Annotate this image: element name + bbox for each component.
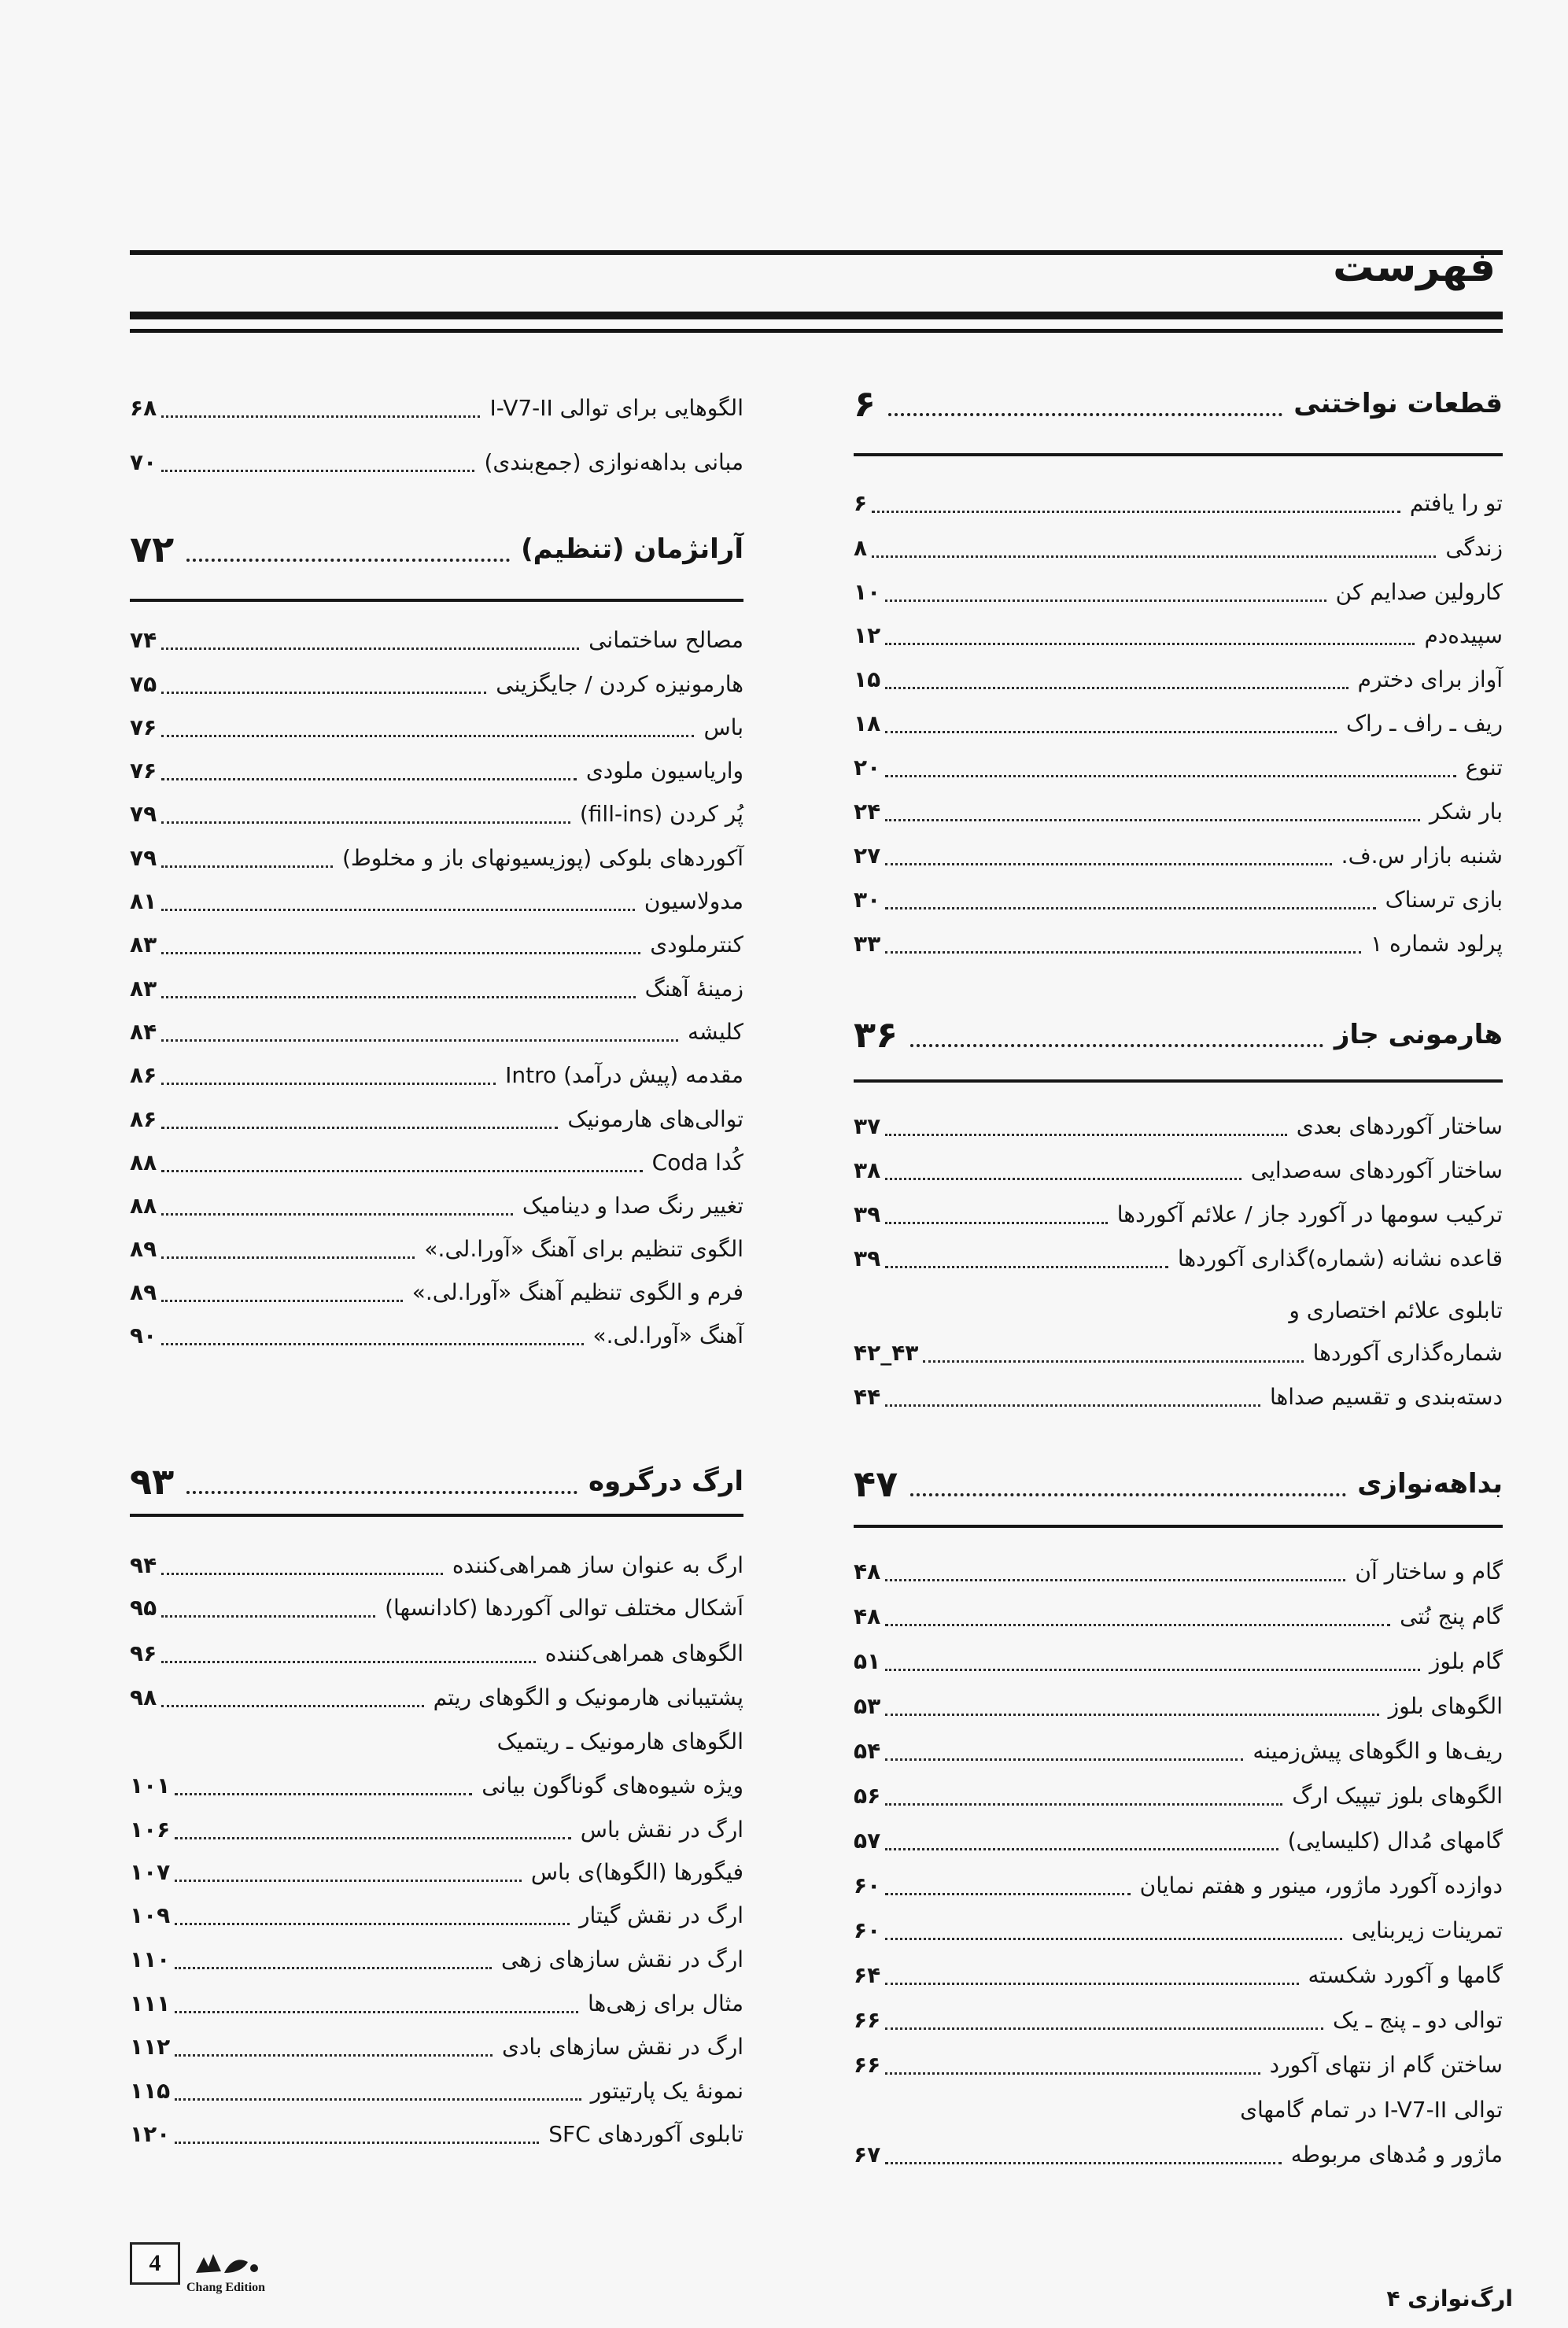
toc-entry-page: ۷۴: [130, 626, 157, 653]
toc-entry[interactable]: [130, 661, 743, 707]
toc-entry[interactable]: [854, 1548, 1503, 1594]
toc-entry[interactable]: [854, 569, 1503, 614]
dot-leader: [161, 1286, 403, 1302]
toc-entry[interactable]: [854, 1374, 1503, 1419]
toc-entry-page: ۱۲: [854, 622, 881, 648]
section-page: ۶: [854, 382, 876, 425]
dot-leader: [161, 1112, 558, 1129]
dot-leader: [872, 496, 1400, 513]
toc-entry-page: ۱۰: [854, 578, 881, 605]
toc-entry-page: ۴۸: [854, 1558, 881, 1585]
toc-entry-page: ۹۵: [130, 1594, 157, 1621]
dot-leader: [175, 1779, 472, 1795]
dot-leader: [885, 1968, 1298, 1985]
dot-leader: [872, 541, 1436, 558]
toc-entry-label: تنوع: [1465, 754, 1503, 780]
dot-leader: [885, 1699, 1378, 1716]
toc-entry[interactable]: [130, 1936, 743, 1982]
dot-leader: [885, 1834, 1278, 1850]
toc-entry-label: تغییر رنگ صدا و دینامیک: [522, 1192, 743, 1219]
dot-leader: [161, 1691, 423, 1707]
toc-entry-page: ۵۶: [854, 1782, 881, 1809]
toc-entry[interactable]: [854, 700, 1503, 746]
toc-entry-page: ۵۷: [854, 1827, 881, 1854]
dot-leader: [175, 1909, 570, 1925]
toc-entry-page: ۸۴: [130, 1018, 157, 1045]
dot-leader: [888, 399, 1282, 416]
dot-leader: [885, 2148, 1282, 2164]
toc-entry-label: زمینهٔ آهنگ: [644, 975, 743, 1002]
toc-entry-label: گام پنج نُتی: [1400, 1603, 1503, 1629]
toc-entry-label: الگوهای بلوز تیپیک ارگ: [1292, 1782, 1503, 1809]
toc-entry-page: ۸۸: [130, 1192, 157, 1219]
dot-leader: [161, 677, 486, 694]
toc-entry-page: ۱۵: [854, 666, 881, 692]
dot-leader: [885, 1924, 1342, 1940]
section-page: ۹۳: [130, 1460, 175, 1503]
dot-leader: [161, 851, 333, 868]
right-column: [854, 0, 1503, 2328]
toc-entry-label: ریف‌ها و الگوهای پیش‌زمینه: [1253, 1737, 1503, 1764]
toc-entry[interactable]: [130, 1762, 743, 1808]
toc-entry-label: فرم و الگوی تنظیم آهنگ «آورا.لی.»: [411, 1278, 743, 1305]
section-title: آرانژمان (تنظیم): [521, 533, 743, 565]
toc-entry[interactable]: [854, 1728, 1503, 1773]
toc-entry-label: ارگ در نقش گیتار: [579, 1902, 743, 1928]
toc-entry-page: ۴۸: [854, 1603, 881, 1629]
toc-entry-label: پشتیبانی هارمونیک و الگوهای ریتم: [433, 1684, 743, 1710]
toc-entry-label: الگوهای همراهی‌کننده: [544, 1640, 743, 1666]
section-heading: [854, 383, 1503, 424]
toc-entry-page: ۵۱: [854, 1647, 881, 1674]
dot-leader: [885, 2013, 1323, 2030]
section-page: ۷۲: [130, 528, 175, 570]
dot-leader: [161, 764, 577, 780]
toc-entry-page: ۵۳: [854, 1692, 881, 1719]
toc-entry-page: ۷۰: [130, 448, 157, 475]
toc-entry-label: زندگی: [1445, 534, 1503, 561]
toc-entry[interactable]: [130, 747, 743, 793]
toc-entry[interactable]: [854, 1997, 1503, 2042]
toc-entry-label: پرلود شماره ۱: [1371, 930, 1503, 957]
toc-entry-page: ۸۹: [130, 1235, 157, 1262]
dot-leader: [175, 2084, 581, 2101]
toc-entry-label: فیگورها (الگوها)ی باس: [530, 1858, 743, 1885]
toc-entry-page: ۸۳: [130, 931, 157, 957]
dot-leader: [161, 1156, 642, 1172]
toc-entry-page: ۶۸: [130, 394, 157, 421]
toc-entry-label: قاعده نشانه (شماره)گذاری آکوردها: [1177, 1245, 1503, 1271]
toc-entry-label: دوازده آکورد ماژور، مینور و هفتم نمایان: [1139, 1872, 1503, 1898]
toc-entry[interactable]: [130, 1226, 743, 1271]
toc-entry-page: ۱۱۱: [130, 1990, 171, 2016]
toc-entry-page: ۱۰۷: [130, 1858, 171, 1885]
dot-leader: [161, 1242, 415, 1259]
toc-entry[interactable]: [854, 1593, 1503, 1639]
toc-entry-page: ۹۴: [130, 1551, 157, 1578]
toc-entry-label: بار شکر: [1429, 798, 1503, 825]
toc-entry[interactable]: [854, 1103, 1503, 1149]
toc-entry[interactable]: [130, 921, 743, 967]
section-rule: [854, 453, 1503, 456]
toc-entry-label: اَشکال مختلف توالی آکوردها (کادانسها): [385, 1594, 743, 1621]
toc-entry-page: ۲۴: [854, 798, 881, 825]
toc-entry[interactable]: [130, 1139, 743, 1185]
toc-entry-page: ۶۰: [854, 1917, 881, 1943]
toc-entry-page: ۳۹: [854, 1201, 881, 1227]
toc-entry-page: ۱۸: [854, 710, 881, 736]
toc-entry-label: کلیشه: [687, 1018, 743, 1045]
toc-entry-page: ۸۶: [130, 1061, 157, 1088]
toc-entry-page: ۹۰: [130, 1322, 157, 1348]
dot-leader: [885, 1164, 1241, 1180]
toc-entry-page: ۱۲۰: [130, 2120, 171, 2147]
section-heading: [854, 1013, 1503, 1057]
toc-entry[interactable]: [854, 2042, 1503, 2087]
toc-entry[interactable]: [130, 965, 743, 1011]
section-heading: [854, 1462, 1503, 1506]
toc-entry[interactable]: [130, 2068, 743, 2113]
toc-entry-label: کارولین صدایم کن: [1335, 578, 1503, 605]
dot-leader: [186, 1477, 577, 1494]
dot-leader: [161, 401, 480, 418]
toc-entry-page: ۳۰: [854, 886, 881, 913]
toc-entry[interactable]: [854, 1773, 1503, 1818]
toc-entry-page: ۷۹: [130, 800, 157, 827]
toc-entry-page: ۱۰۱: [130, 1772, 171, 1799]
section-page: ۳۶: [854, 1013, 898, 1056]
toc-entry-page: ۶۷: [854, 2141, 881, 2168]
toc-entry-continued: [854, 1287, 1503, 1333]
dot-leader: [175, 2040, 493, 2057]
toc-entry-label: سپیده‌دم: [1424, 622, 1503, 648]
page-number: 4: [149, 2250, 161, 2276]
dot-leader: [175, 1997, 578, 2013]
section-rule: [854, 1525, 1503, 1528]
toc-entry-page: ۴۳_۴۲: [854, 1339, 919, 1366]
dot-leader: [161, 1601, 375, 1618]
toc-entry-label: باس: [703, 714, 743, 740]
toc-entry-label: ارگ در نقش باس: [580, 1816, 743, 1843]
toc-entry-page: ۸۱: [130, 887, 157, 914]
toc-entry-page: ۱۰۶: [130, 1816, 171, 1843]
toc-entry-label: گام و ساختار آن: [1355, 1558, 1503, 1585]
toc-entry-label: ماژور و مُدهای مربوطه: [1290, 2141, 1503, 2168]
toc-entry-label: مدولاسیون: [644, 887, 743, 914]
dot-leader: [161, 982, 635, 998]
toc-entry-page: ۱۱۵: [130, 2077, 171, 2104]
toc-entry[interactable]: [130, 2024, 743, 2069]
dot-leader: [161, 1199, 513, 1216]
dot-leader: [161, 721, 694, 737]
toc-entry-label: ارگ در نقش سازهای بادی: [501, 2033, 743, 2060]
dot-leader: [885, 761, 1455, 777]
toc-entry-label: تمرینات زیربنایی: [1351, 1917, 1503, 1943]
toc-entry-label: گامها و آکورد شکسته: [1308, 1961, 1503, 1988]
dot-leader: [885, 629, 1415, 645]
toc-entry-label: توالی I-V7-II در تمام گامهای: [1240, 2096, 1503, 2123]
toc-entry-label: هارمونیزه کردن / جایگزینی: [496, 670, 743, 697]
chang-logo-icon: [190, 2249, 262, 2278]
dot-leader: [885, 1744, 1243, 1761]
toc-entry-label: الگوهایی برای توالی I-V7-II: [489, 394, 743, 421]
toc-entry-page: ۶۴: [854, 1961, 881, 1988]
dot-leader: [161, 1647, 536, 1663]
toc-entry[interactable]: [854, 832, 1503, 878]
toc-entry-page: ۸۸: [130, 1149, 157, 1175]
toc-entry-page: ۶۰: [854, 1872, 881, 1898]
toc-entry[interactable]: [130, 1009, 743, 1054]
toc-entry-page: ۷۶: [130, 757, 157, 784]
dot-leader: [175, 1823, 571, 1839]
toc-entry[interactable]: [854, 1817, 1503, 1863]
toc-entry[interactable]: [130, 791, 743, 836]
dot-leader: [885, 1252, 1168, 1268]
left-column: [130, 0, 743, 2328]
section-rule: [130, 599, 743, 602]
dot-leader: [885, 1120, 1287, 1136]
toc-entry-label: کُدا Coda: [651, 1149, 743, 1175]
dot-leader: [885, 717, 1337, 733]
dot-leader: [885, 1390, 1260, 1407]
toc-entry[interactable]: [854, 921, 1503, 966]
toc-entry-label: مبانی بداهه‌نوازی (جمع‌بندی): [484, 448, 743, 475]
toc-entry-label: ترکیب سومها در آکورد جاز / علائم آکوردها: [1116, 1201, 1503, 1227]
toc-entry[interactable]: [130, 1892, 743, 1938]
toc-entry-label: شنبه بازار س.ف.: [1341, 842, 1503, 869]
toc-entry-label: گام بلوز: [1429, 1647, 1503, 1674]
toc-entry[interactable]: [130, 1980, 743, 2026]
toc-entry[interactable]: [854, 1952, 1503, 1998]
toc-entry-page: ۸۹: [130, 1278, 157, 1305]
dot-leader: [885, 849, 1331, 865]
dot-leader: [175, 1953, 492, 1969]
section-rule: [130, 1514, 743, 1517]
dot-leader: [885, 1208, 1108, 1224]
section-page: ۴۷: [854, 1463, 898, 1505]
toc-entry[interactable]: [130, 1312, 743, 1358]
logo-mark: [186, 2232, 265, 2295]
toc-entry[interactable]: [854, 1330, 1503, 1375]
toc-entry-page: ۶۶: [854, 2051, 881, 2078]
toc-entry-page: ۱۱۲: [130, 2033, 171, 2060]
toc-entry[interactable]: [130, 2111, 743, 2156]
toc-entry-page: ۵۴: [854, 1737, 881, 1764]
toc-entry[interactable]: [854, 1191, 1503, 1237]
toc-entry[interactable]: [854, 876, 1503, 922]
dot-leader: [161, 895, 635, 911]
dot-leader: [885, 1789, 1282, 1806]
toc-entry-page: ۸۳: [130, 975, 157, 1002]
dot-leader: [186, 544, 510, 562]
toc-entry[interactable]: [854, 1907, 1503, 1953]
toc-entry-label: ریف ـ راف ـ راک: [1346, 710, 1503, 736]
toc-entry-page: ۷۵: [130, 670, 157, 697]
dot-leader: [161, 633, 579, 650]
toc-entry[interactable]: [854, 1638, 1503, 1684]
toc-entry[interactable]: [130, 1052, 743, 1098]
toc-entry-label: آکوردهای بلوکی (پوزیسیونهای باز و مخلوط): [341, 844, 743, 871]
toc-entry[interactable]: [854, 612, 1503, 658]
toc-entry-label: واریاسیون ملودی: [585, 757, 743, 784]
dot-leader: [885, 673, 1348, 689]
toc-entry[interactable]: [130, 617, 743, 662]
toc-entry-page: ۳۸: [854, 1157, 881, 1183]
dot-leader: [885, 893, 1375, 909]
dot-leader: [161, 1329, 583, 1345]
toc-entry-label: بازی ترسناک: [1385, 886, 1503, 913]
page-title: فهرست: [1333, 244, 1496, 291]
toc-entry[interactable]: [130, 1849, 743, 1894]
toc-entry[interactable]: [854, 788, 1503, 834]
toc-entry-page: ۳۹: [854, 1245, 881, 1271]
toc-entry-page: ۱۱۰: [130, 1946, 171, 1972]
dot-leader: [161, 456, 474, 472]
toc-entry-page: ۶۶: [854, 2006, 881, 2033]
toc-entry[interactable]: [130, 1585, 743, 1630]
toc-entry-label: ارگ در نقش سازهای زهی: [501, 1946, 743, 1972]
toc-entry[interactable]: [130, 1096, 743, 1142]
dot-leader: [885, 805, 1420, 821]
dot-leader: [885, 1565, 1345, 1581]
toc-entry-page: ۹۸: [130, 1684, 157, 1710]
dot-leader: [885, 1610, 1390, 1626]
dot-leader: [161, 807, 570, 824]
section-title: ارگ درگروه: [588, 1466, 743, 1497]
page-number-box: [130, 2242, 180, 2285]
dot-leader: [923, 1346, 1303, 1363]
dot-leader: [175, 1865, 522, 1882]
toc-entry-label: ساختار آکوردهای سه‌صدایی: [1250, 1157, 1503, 1183]
section-rule: [854, 1079, 1503, 1083]
toc-entry-page: ۲۷: [854, 842, 881, 869]
dot-leader: [910, 1030, 1323, 1047]
toc-entry[interactable]: [130, 878, 743, 924]
section-heading: [130, 527, 743, 571]
toc-entry[interactable]: [854, 1683, 1503, 1728]
toc-entry[interactable]: [854, 2131, 1503, 2177]
toc-entry-label: ارگ به عنوان ساز همراهی‌کننده: [452, 1551, 743, 1578]
section-title: قطعات نواختنی: [1293, 388, 1503, 419]
toc-entry[interactable]: [130, 835, 743, 880]
toc-entry[interactable]: [130, 1542, 743, 1588]
toc-entry-label: توالی دو ـ پنج ـ یک: [1333, 2006, 1503, 2033]
toc-entry-label: تو را یافتم: [1409, 489, 1503, 516]
toc-entry-page: ۸: [854, 534, 868, 561]
toc-entry[interactable]: [130, 1182, 743, 1228]
dot-leader: [885, 1879, 1130, 1895]
publisher-name: Chang Edition: [186, 2281, 266, 2294]
dot-leader: [885, 937, 1361, 954]
toc-entry[interactable]: [130, 1630, 743, 1676]
toc-entry[interactable]: [854, 480, 1503, 526]
toc-entry-page: ۳۳: [854, 930, 881, 957]
dot-leader: [161, 938, 640, 954]
toc-entry[interactable]: [130, 1674, 743, 1720]
toc-entry-label: ساختن گام از نتهای آکورد: [1269, 2051, 1503, 2078]
toc-entry-label: آهنگ «آورا.لی.»: [592, 1322, 743, 1348]
toc-entry-continued: [130, 1718, 743, 1764]
toc-entry-label: الگوی تنظیم برای آهنگ «آورا.لی.»: [424, 1235, 743, 1262]
dot-leader: [885, 2058, 1260, 2075]
toc-entry-page: ۱۰۹: [130, 1902, 171, 1928]
book-title-footer: ارگ‌نوازی ۴: [1386, 2286, 1513, 2311]
toc-entry-label: نمونهٔ یک پارتیتور: [590, 2077, 743, 2104]
dot-leader: [910, 1479, 1346, 1496]
section-heading: [130, 1459, 743, 1503]
section-title: هارمونی جاز: [1334, 1019, 1503, 1050]
toc-entry[interactable]: [130, 1806, 743, 1852]
toc-entry[interactable]: [130, 1269, 743, 1315]
toc-entry-label: تابلوی علائم اختصاری و: [1289, 1297, 1503, 1323]
toc-entry-page: ۴۴: [854, 1383, 881, 1410]
toc-entry-label: آواز برای دخترم: [1357, 666, 1503, 692]
toc-entry[interactable]: [854, 525, 1503, 570]
toc-entry-page: ۹۶: [130, 1640, 157, 1666]
toc-entry-label: شماره‌گذاری آکوردها: [1312, 1339, 1503, 1366]
toc-entry-page: ۶: [854, 489, 868, 516]
dot-leader: [161, 1068, 496, 1085]
toc-entry[interactable]: [854, 744, 1503, 790]
toc-entry-continued: [854, 2086, 1503, 2132]
toc-entry-label: توالی‌های هارمونیک: [567, 1105, 743, 1132]
toc-entry-page: ۷۶: [130, 714, 157, 740]
toc-entry-label: پُر کردن (fill-ins): [579, 800, 743, 827]
publisher-logo: [130, 2228, 307, 2299]
toc-entry-label: تابلوی آکوردهای SFC: [548, 2120, 743, 2147]
toc-entry[interactable]: [854, 1235, 1503, 1281]
toc-entry-label: دسته‌بندی و تقسیم صداها: [1269, 1383, 1503, 1410]
toc-entry-label: ویژه شیوه‌های گوناگون بیانی: [481, 1772, 743, 1799]
toc-entry-label: گامهای مُدال (کلیسایی): [1287, 1827, 1503, 1854]
toc-entry-label: مثال برای زهی‌ها: [588, 1990, 743, 2016]
toc-entry[interactable]: [130, 385, 743, 430]
toc-entry-label: کنترملودی: [650, 931, 743, 957]
toc-entry[interactable]: [130, 439, 743, 485]
toc-entry-page: ۷۹: [130, 844, 157, 871]
toc-entry-label: مقدمه (پیش درآمد) Intro: [505, 1061, 743, 1088]
section-title: بداهه‌نوازی: [1357, 1468, 1503, 1500]
toc-entry-page: ۳۷: [854, 1112, 881, 1139]
toc-entry-label: ساختار آکوردهای بعدی: [1296, 1112, 1503, 1139]
dot-leader: [885, 1655, 1420, 1671]
toc-entry-page: ۲۰: [854, 754, 881, 780]
dot-leader: [175, 2127, 539, 2144]
toc-entry-label: مصالح ساختمانی: [588, 626, 743, 653]
toc-entry[interactable]: [854, 1862, 1503, 1908]
toc-entry[interactable]: [854, 656, 1503, 702]
toc-entry-page: ۸۶: [130, 1105, 157, 1132]
toc-entry[interactable]: [854, 1147, 1503, 1193]
dot-leader: [161, 1025, 678, 1042]
toc-entry-label: الگوهای هارمونیک ـ ریتمیک: [496, 1728, 743, 1754]
toc-entry[interactable]: [130, 704, 743, 750]
toc-entry-label: الگوهای بلوز: [1388, 1692, 1503, 1719]
dot-leader: [885, 585, 1326, 602]
dot-leader: [161, 1559, 443, 1575]
